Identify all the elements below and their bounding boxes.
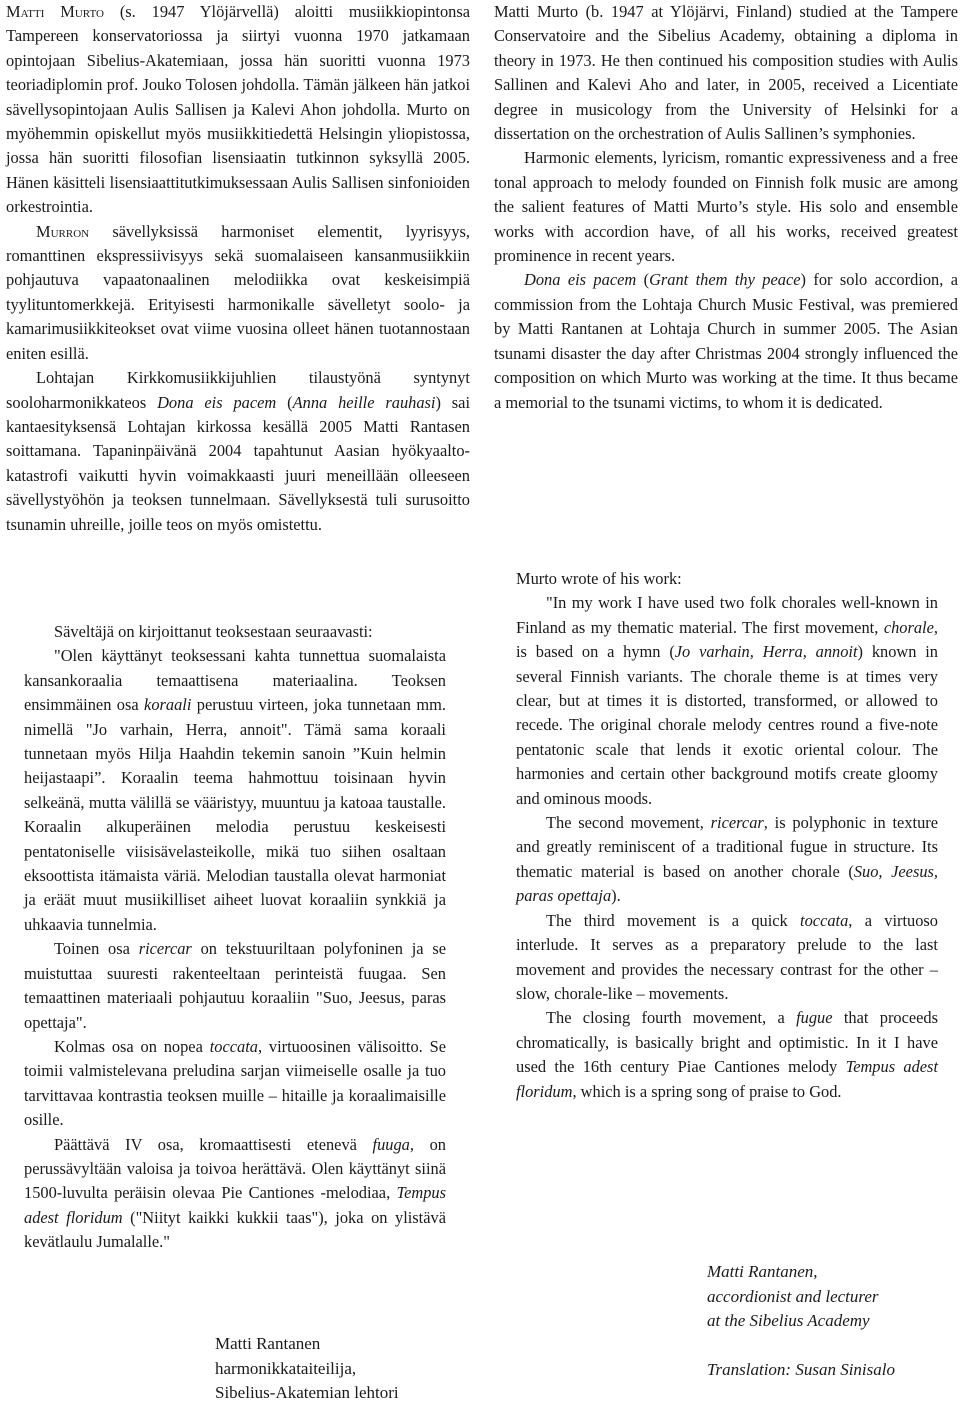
finnish-signature bbox=[215, 1332, 399, 1406]
finnish-biography bbox=[6, 0, 470, 537]
en-bio-paragraph-2: Harmonic elements, lyricism, romantic expressiveness and a free tonal approach to melody founded on Finnish folk music are among the salient features of Matti Murto’s style. His solo and ensemble works with accordion have, of all his works, received greatest prominence in recent years. bbox=[494, 148, 958, 266]
fi-sig-title: harmonikkataiteilija, bbox=[215, 1358, 357, 1378]
en-quote-paragraph-3: The third movement is a quick toccata, a virtuoso interlude. It serves as a preparatory prelude to the last movement and provides the necessary contrast for the other – slow, chorale-like – movements. bbox=[516, 910, 938, 1003]
fi-quote-paragraph-4: Päättävä IV osa, kromaattisesti etenevä fuuga, on perussävyltään valoisa ja toivoa herättävä. Olen käyttänyt siinä 1500-luvulta peräisin olevaa Pie Cantiones -melodiaa, Tempus adest floridum ("Niityt kaikki kukkii taas"), joka on ylistävä kevätlaulu Jumalalle." bbox=[24, 1134, 446, 1252]
fi-quote-paragraph-2: Toinen osa ricercar on tekstuuriltaan polyfoninen ja se muistuttaa suuresti rakenteeltaan perinteistä fuugaa. Sen temaattinen materiaali pohjautuu koraaliin "Suo, Jeesus, paras opettaja". bbox=[24, 939, 446, 1032]
fi-quote-paragraph-3: Kolmas osa on nopea toccata, virtuoosinen välisoitto. Se toimii valmistelevana preludina sarjan viimeiselle osalle ja tuo tarvittavaa kontrastia teoksen muille – hitaille ja koraalimaisille osille. bbox=[24, 1036, 446, 1130]
fi-bio-paragraph-2: Murron sävellyksissä harmoniset elementit, lyyrisyys, romanttinen ekspressiivisyys sekä suomalaiseen kansanmusiikkiin pohjautuva vapaatonaalinen melodiikka ovat keskeisimpiä tyylituntomerkkejä. Erityisesti harmonikalle sävelletyt soolo- ja kamarimusiikkiteokset ovat viime vuosina olleet hänen tuotannostaan eniten esillä. bbox=[6, 221, 470, 363]
en-quote-paragraph-1: "In my work I have used two folk chorales well-known in Finland as my thematic material. The first movement, chorale, is based on a hymn (Jo varhain, Herra, annoit) known in several Finnish variants. The chorale theme is at times very clear, but at times it is distorted, transformed, or allowed to recede. The original chorale melody centres round a five-note pentatonic scale that lends it exotic oriental colour. The harmonies and certain other background motifs create gloomy and ominous moods. bbox=[516, 593, 938, 808]
fi-quote-intro: Säveltäjä on kirjoittanut teoksestaan seuraavasti: bbox=[54, 622, 373, 641]
finnish-composer-quote bbox=[24, 620, 446, 1255]
fi-bio-paragraph-3: Lohtajan Kirkkomusiikkijuhlien tilaustyönä syntynyt sooloharmonikkateos Dona eis pacem (Anna heille rauhasi) sai kantaesityksensä Lohtajan kirkossa kesällä 2005 Matti Rantasen soittamana. Tapaninpäivänä 2004 tapahtunut Aasian hyökyaalto-katastrofi vaikutti hyvin voimakkaasti juuri meneillään olleeseen sävellystyöhön ja teoksen tunnelmaan. Sävellyksestä tuli surusoitto tsunamin uhreille, joille teos on myös omistettu. bbox=[6, 368, 471, 534]
en-bio-paragraph-1: Matti Murto (b. 1947 at Ylöjärvi, Finland) studied at the Tampere Conservatoire and the Sibelius Academy, obtaining a diploma in theory in 1973. He then continued his composition studies with Aulis Sallinen and Kalevi Aho and later, in 2005, received a Licentiate degree in musicology from the University of Helsinki for a dissertation on the orchestration of Aulis Sallinen’s symphonies. bbox=[494, 2, 958, 144]
english-composer-quote bbox=[516, 567, 938, 1104]
en-sig-name: Matti Rantanen, bbox=[707, 1262, 818, 1281]
english-signature bbox=[707, 1260, 895, 1382]
fi-quote-paragraph-1: "Olen käyttänyt teoksessani kahta tunnettua suomalaista kansankoraalia temaattisena materiaalina. Teoksen ensimmäinen osa koraali perustuu virteen, joka tunnetaan mm. nimellä "Jo varhain, Herra, annoit". Tämä sama koraali tunnetaan myös Hilja Haahdin tekemin sanoin ”Kuin helmin heijastaapi”. Koraalin teema hahmottuu toisinaan hyvin selkeänä, mutta välillä se vääristyy, muuntuu ja katoaa taustalle. Koraalin alkuperäinen melodia perustuu keskeisesti pentatoniselle viisisävelasteikolle, mikä tuo siihen osaltaan eksoottista itämaista väriä. Melodian taustalla olevat harmoniat ja eräät muut musiikilliset aiheet luovat koraaliin synkkiä ja uhkaavia tunnelmia. bbox=[24, 646, 446, 934]
en-quote-paragraph-2: The second movement, ricercar, is polyphonic in texture and greatly reminiscent of a traditional fugue in structure. Its thematic material is based on another chorale (Suo, Jeesus, paras opettaja). bbox=[516, 813, 938, 906]
fi-bio-paragraph-1: Matti Murto (s. 1947 Ylöjärvellä) aloitti musiikkiopintonsa Tampereen konservatoriossa ja siirtyi vuonna 1970 jatkamaan opintojaan Sibelius-Akatemiaan, jossa hän suoritti vuonna 1973 teoriadiplomin prof. Jouko Tolosen johdolla. Tämän jälkeen hän jatkoi sävellysopintojaan Aulis Sallisen ja Kalevi Ahon johdolla. Murto on myöhemmin opiskellut myös musiikkitiedettä Helsingin yliopistossa, jossa hän suoritti filosofian lisensiaatin tutkinnon syksyllä 2005. Hänen käsitteli lisensiaattitutkimuksessaan Aulis Sallisen sinfonioiden orkestrointia. bbox=[6, 2, 471, 217]
en-sig-title: accordionist and lecturer bbox=[707, 1286, 879, 1306]
english-biography bbox=[494, 0, 958, 415]
en-quote-paragraph-4: The closing fourth movement, a fugue that proceeds chromatically, is basically bright and optimistic. In it I have used the 16th century Piae Cantiones melody Tempus adest floridum, which is a spring song of praise to God. bbox=[516, 1008, 938, 1101]
en-quote-intro: Murto wrote of his work: bbox=[516, 569, 682, 588]
translation-credit: Translation: Susan Sinisalo bbox=[707, 1359, 895, 1379]
fi-sig-affiliation: Sibelius-Akatemian lehtori bbox=[215, 1383, 399, 1402]
composer-name: Matti Murto bbox=[6, 2, 104, 21]
en-bio-paragraph-3: Dona eis pacem (Grant them thy peace) for solo accordion, a commission from the Lohtaja Church Music Festival, was premiered by Matti Rantanen at Lohtaja Church in summer 2005. The Asian tsunami disaster the day after Christmas 2004 strongly influenced the composition on which Murto was working at the time. It thus became a memorial to the tsunami victims, to whom it is dedicated. bbox=[494, 270, 958, 412]
fi-sig-name: Matti Rantanen bbox=[215, 1334, 321, 1353]
en-sig-affiliation: at the Sibelius Academy bbox=[707, 1311, 870, 1330]
